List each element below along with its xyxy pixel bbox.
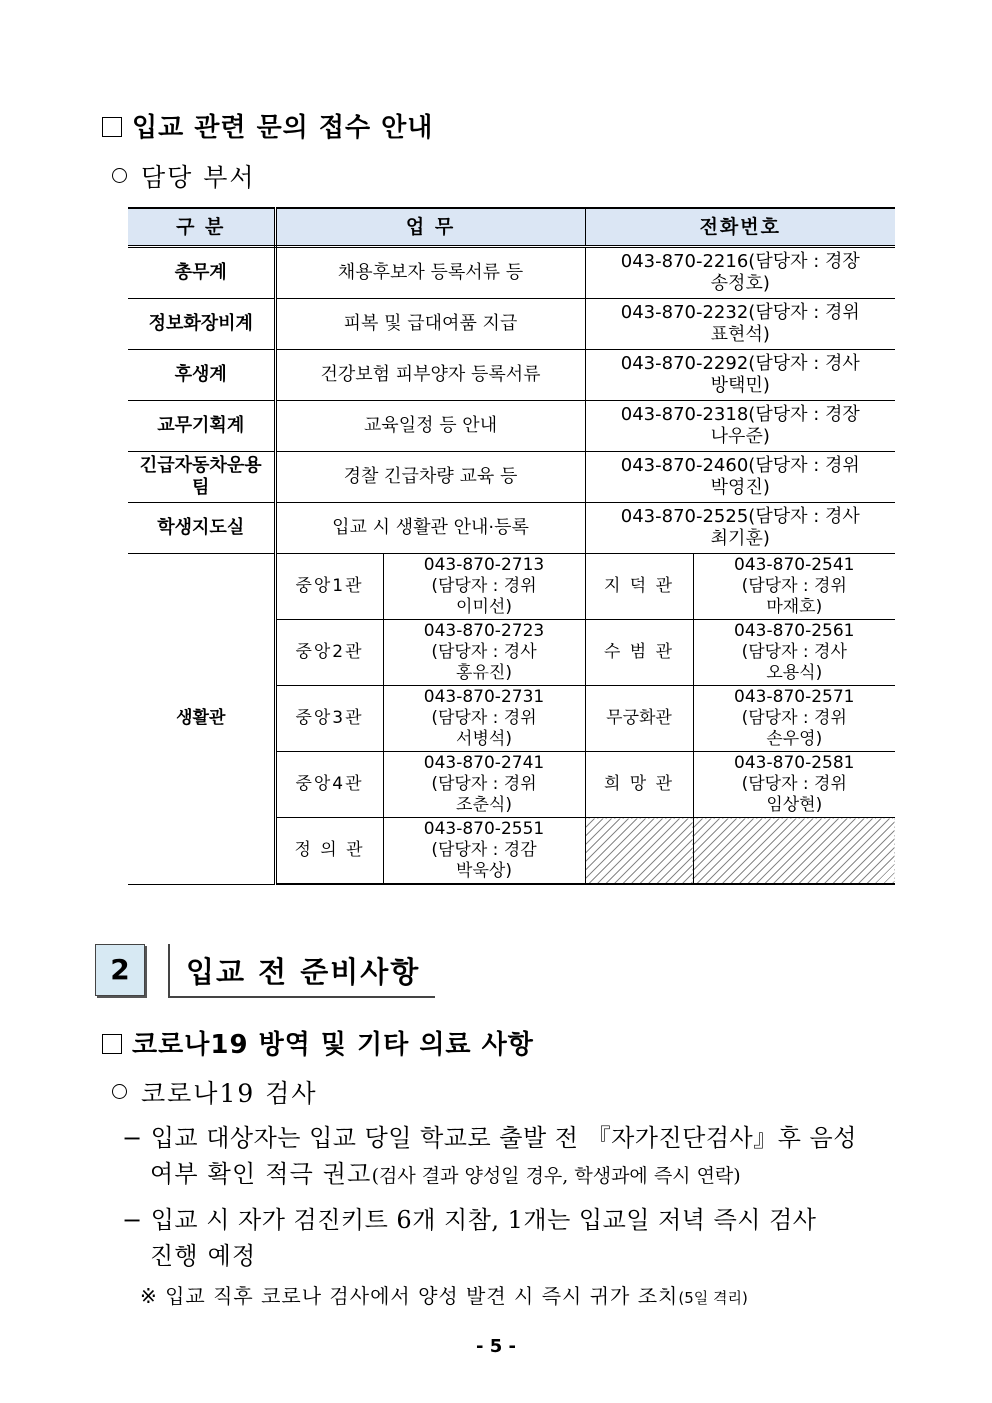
dept-name: 정보화장비계 [128,299,275,350]
empty-hatched-cell [585,818,693,885]
dept-task: 건강보험 피부양자 등록서류 [275,350,585,401]
dept-task: 입교 시 생활관 안내·등록 [275,503,585,554]
dept-task: 채용후보자 등록서류 등 [275,247,585,299]
dorm-phone: 043-870-2741 (담당자 : 경위 조춘식) [383,752,585,818]
section-title-prep: 입교 전 준비사항 [186,955,421,989]
header-category: 구 분 [128,208,275,247]
dash-bullet-icon: − [122,1124,151,1152]
department-table [128,207,895,885]
sub-item-covid-test [112,1074,318,1110]
dorm-name: 수 범 관 [585,620,693,686]
dash-item-self-test: − 입교 대상자는 입교 당일 학교로 출발 전 『자가진단검사』후 음성 [122,1124,857,1152]
circle-bullet-icon [112,1084,127,1099]
dorm-row [128,554,895,620]
dorm-name: 정 의 관 [275,818,383,885]
sub-item-label: 담당 부서 [141,163,256,192]
dorm-name: 지 덕 관 [585,554,693,620]
section-heading-covid [102,1024,534,1061]
dept-task: 피복 및 급대여품 지급 [275,299,585,350]
dorm-name: 희 망 관 [585,752,693,818]
dorm-phone: 043-870-2581 (담당자 : 경위 임상현) [693,752,895,818]
dorm-phone: 043-870-2571 (담당자 : 경위 손우영) [693,686,895,752]
square-bullet-icon [102,117,122,137]
dorm-phone: 043-870-2541 (담당자 : 경위 마재호) [693,554,895,620]
header-phone: 전화번호 [585,208,895,247]
page-number: - 5 - [476,1336,516,1357]
dept-name: 총무계 [128,247,275,299]
dept-phone: 043-870-2232(담당자 : 경위 표현석) [585,299,895,350]
header-task: 업 무 [275,208,585,247]
table-row [128,503,895,554]
dorm-phone: 043-870-2561 (담당자 : 경사 오용식) [693,620,895,686]
dept-task: 경찰 긴급차량 교육 등 [275,452,585,503]
dash-item-test-kit: − 입교 시 자가 검진키트 6개 지참, 1개는 입교일 저녁 즉시 검사 [122,1206,817,1234]
dorm-name: 중앙4관 [275,752,383,818]
dept-name: 후생계 [128,350,275,401]
dash-item-continuation: 여부 확인 적극 권고(검사 결과 양성일 경우, 학생과에 즉시 연락) [150,1160,741,1188]
circle-bullet-icon [112,168,127,183]
dept-phone: 043-870-2216(담당자 : 경장 송정호) [585,247,895,299]
dorm-phone: 043-870-2551 (담당자 : 경감 박욱상) [383,818,585,885]
dorm-name: 무궁화관 [585,686,693,752]
sub-item-department [112,158,256,194]
dorm-phone: 043-870-2731 (담당자 : 경위 서병석) [383,686,585,752]
dept-phone: 043-870-2292(담당자 : 경사 방택민) [585,350,895,401]
dept-phone: 043-870-2318(담당자 : 경장 나우준) [585,401,895,452]
table-row [128,350,895,401]
dorm-name: 중앙3관 [275,686,383,752]
section-title: 코로나19 방역 및 기타 의료 사항 [132,1030,534,1060]
empty-hatched-cell [693,818,895,885]
section-heading-inquiry [102,107,433,144]
dorm-label: 생활관 [128,554,275,885]
dept-task: 교육일정 등 안내 [275,401,585,452]
sub-item-label: 코로나19 검사 [141,1079,318,1108]
dept-name: 긴급자동차운용 팀 [128,452,275,503]
dept-phone: 043-870-2525(담당자 : 경사 최기훈) [585,503,895,554]
dorm-phone: 043-870-2713 (담당자 : 경위 이미선) [383,554,585,620]
section-number-box: 2 [95,944,145,996]
section-title: 입교 관련 문의 접수 안내 [132,113,434,143]
table-header-row [128,208,895,247]
square-bullet-icon [102,1034,122,1054]
dash-item-continuation: 진행 예정 [150,1242,257,1270]
table-row [128,247,895,299]
dept-name: 학생지도실 [128,503,275,554]
dorm-name: 중앙1관 [275,554,383,620]
table-row [128,452,895,503]
dash-bullet-icon: − [122,1206,151,1234]
dorm-name: 중앙2관 [275,620,383,686]
dept-name: 교무기획계 [128,401,275,452]
table-row [128,401,895,452]
dept-phone: 043-870-2460(담당자 : 경위 박영진) [585,452,895,503]
note-positive-case: ※ 입교 직후 코로나 검사에서 양성 발견 시 즉시 귀가 조치(5일 격리) [140,1284,748,1308]
table-row [128,299,895,350]
dorm-phone: 043-870-2723 (담당자 : 경사 홍유진) [383,620,585,686]
